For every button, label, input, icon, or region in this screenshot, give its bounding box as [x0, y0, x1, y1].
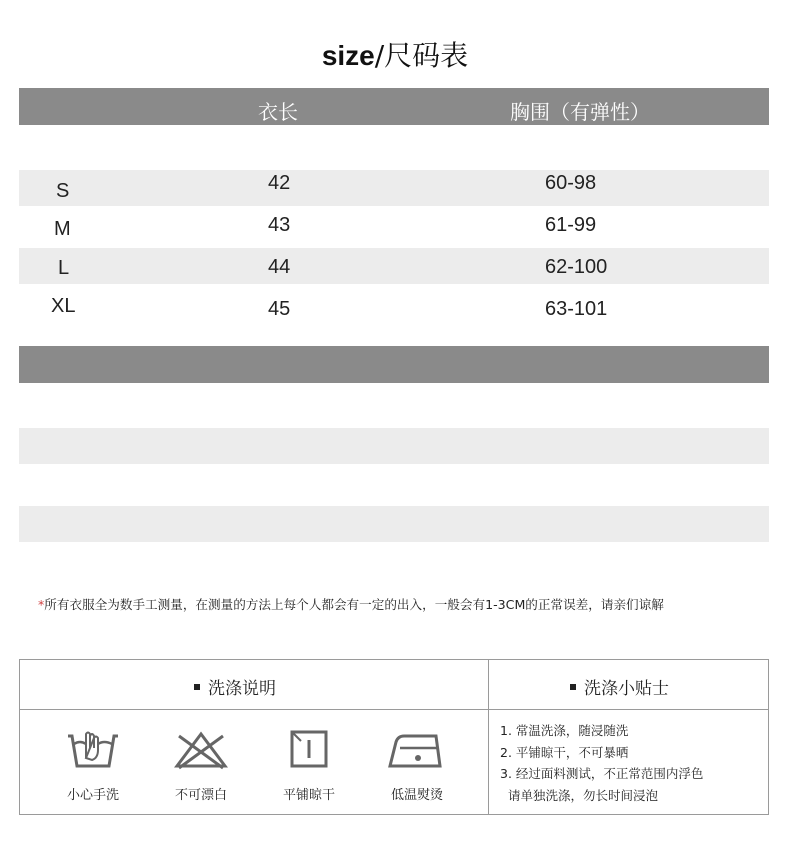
note-star: * — [38, 597, 45, 612]
note-text: 所有衣服全为数手工测量，在测量的方法上每个人都会有一定的出入，一般会有1-3CM的正常误差，请亲们谅解 — [44, 597, 664, 612]
table-header-bar — [19, 88, 769, 125]
chest-l: 62-100 — [545, 256, 608, 278]
bullet-square-icon — [570, 684, 576, 690]
empty-header-bar — [19, 346, 769, 383]
title-en: size — [321, 40, 375, 71]
header-chest: 胸围（有弹性） — [510, 100, 650, 124]
length-m: 43 — [268, 214, 291, 236]
care-divider-horizontal — [20, 709, 768, 710]
wash-tips-list — [500, 720, 703, 806]
wash-instructions-heading: 洗涤说明 — [194, 674, 276, 699]
row-stripe-l — [19, 248, 769, 284]
measurement-note — [38, 594, 778, 613]
empty-stripe-2 — [19, 506, 769, 542]
empty-stripe-1 — [19, 428, 769, 464]
length-l: 44 — [268, 256, 291, 278]
length-s: 42 — [268, 172, 291, 194]
dry-flat-icon — [274, 728, 344, 772]
chest-xl: 63-101 — [545, 298, 608, 320]
tip-item: 请单独洗涤，勿长时间浸泡 — [508, 787, 659, 803]
header-length: 衣长 — [258, 100, 298, 124]
wash-tips-heading: 洗涤小贴士 — [570, 674, 669, 699]
tip-item: 1. 常温洗涤，随浸随洗 — [500, 723, 629, 738]
length-xl: 45 — [268, 298, 291, 320]
size-l: L — [58, 257, 70, 279]
page-title — [0, 34, 790, 74]
chest-s: 60-98 — [545, 172, 597, 194]
iron-low-icon — [382, 728, 452, 772]
hand-wash-label: 小心手洗 — [66, 788, 119, 803]
no-bleach-label: 不可漂白 — [174, 788, 227, 803]
tip-item: 2. 平铺晾干，不可暴晒 — [500, 744, 629, 760]
no-bleach-icon — [166, 728, 236, 772]
hand-wash-icon — [58, 728, 128, 772]
tip-item: 3. 经过面料测试，不正常范围内浮色 — [500, 766, 704, 781]
chest-m: 61-99 — [545, 214, 597, 236]
care-divider-vertical — [488, 660, 489, 814]
size-xl: XL — [51, 295, 76, 317]
row-stripe-s — [19, 170, 769, 206]
size-m: M — [54, 218, 71, 240]
iron-low-label: 低温熨烫 — [390, 788, 443, 803]
bullet-square-icon — [194, 684, 200, 690]
title-cn: /尺码表 — [374, 39, 469, 72]
size-s: S — [56, 180, 70, 202]
dry-flat-label: 平铺晾干 — [282, 788, 335, 803]
